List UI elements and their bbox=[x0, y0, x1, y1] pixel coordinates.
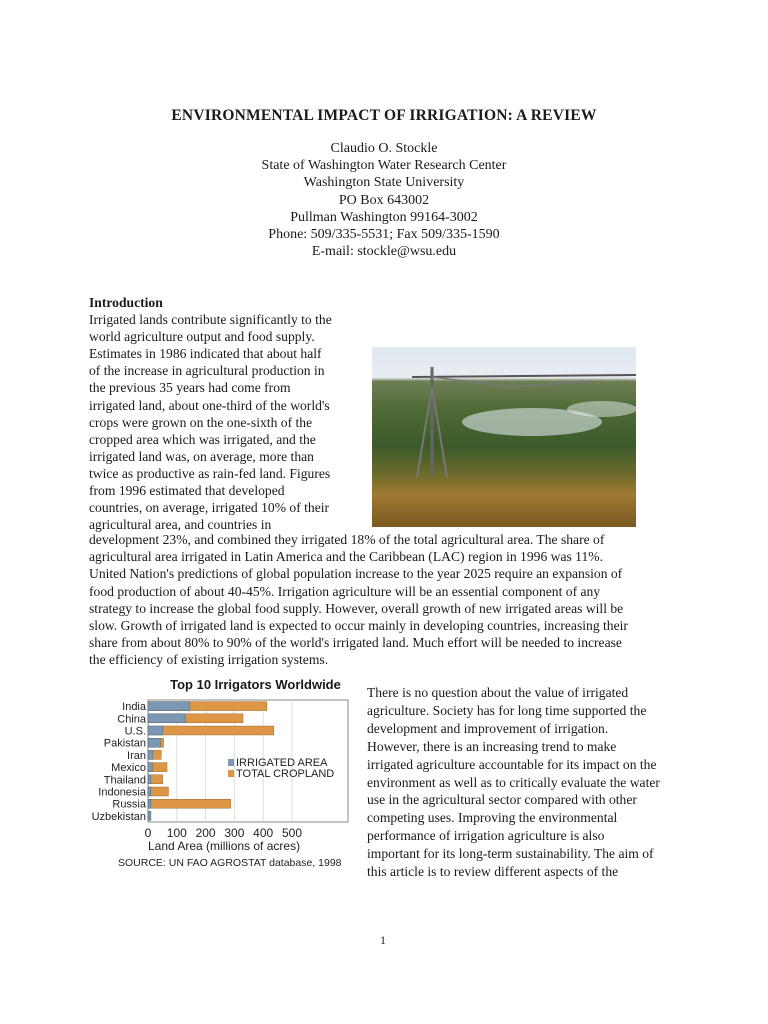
bar-irrigated-area bbox=[148, 702, 189, 711]
bar-irrigated-area bbox=[148, 775, 151, 784]
text-line: Estimates in 1986 indicated that about half bbox=[89, 346, 322, 362]
text-line: the efficiency of existing irrigation systems. bbox=[89, 652, 329, 668]
text-line: Irrigated lands contribute significantly to the bbox=[89, 312, 332, 327]
text-line: development 23%, and combined they irrigated 18% of the total agricultural area. The share of bbox=[89, 532, 605, 547]
text-line: competing uses. Improving the environmental bbox=[367, 810, 618, 826]
legend-label: TOTAL CROPLAND bbox=[236, 768, 335, 780]
chart-category-label: Iran bbox=[127, 749, 146, 762]
chart-x-tick-label: 500 bbox=[281, 826, 303, 840]
text-line: use in the agricultural sector compared with other bbox=[367, 792, 637, 808]
text-line: However, there is an increasing trend to make bbox=[367, 738, 617, 754]
bar-total-cropland bbox=[148, 726, 274, 735]
text-line: important for its long-term sustainability. The aim of bbox=[367, 846, 654, 862]
text-line: irrigated land was, on average, more than bbox=[89, 448, 314, 464]
bar-irrigated-area bbox=[148, 787, 151, 796]
text-line: agricultural area irrigated in Latin America and the Caribbean (LAC) region in 1996 was 11%. bbox=[89, 549, 603, 565]
text-line: irrigated agriculture accountable for its impact on the bbox=[367, 756, 657, 772]
text-line: from 1996 estimated that developed bbox=[89, 483, 285, 498]
text-line: agricultural area, and countries in bbox=[89, 517, 272, 533]
legend-swatch bbox=[228, 759, 234, 766]
author-line: PO Box 643002 bbox=[338, 192, 430, 208]
text-line: performance of irrigation agriculture is also bbox=[367, 828, 605, 844]
chart-category-label: Pakistan bbox=[103, 737, 146, 750]
author-line: Pullman Washington 99164-3002 bbox=[290, 209, 478, 225]
bar-irrigated-area bbox=[148, 738, 160, 747]
chart-title: Top 10 Irrigators Worldwide bbox=[170, 677, 341, 692]
text-line: environment as well as to critically evaluate the water bbox=[367, 774, 660, 790]
text-line: food production of about 40-45%. Irrigation agriculture will be an essential component of any bbox=[89, 583, 601, 599]
chart-category-label: U.S. bbox=[124, 725, 146, 738]
legend-swatch bbox=[228, 770, 234, 777]
chart-x-axis-label: Land Area (millions of acres) bbox=[148, 839, 301, 853]
bar-total-cropland bbox=[148, 799, 231, 808]
text-line: crops were grown on the one-sixth of the bbox=[89, 414, 313, 430]
chart-category-label: Mexico bbox=[111, 762, 146, 775]
text-line: the previous 35 years had come from bbox=[89, 380, 291, 396]
text-line: agriculture. Society has for long time supported the bbox=[367, 702, 647, 718]
text-line: strategy to increase the global food supply. However, overall growth of new irrigated areas will be bbox=[89, 600, 624, 616]
center-pivot-sprinkler-image bbox=[372, 347, 636, 527]
text-line: slow. Growth of irrigated land is expected to occur mainly in developing countries, increasing their bbox=[89, 618, 628, 633]
text-line: this article is to review different aspects of the bbox=[367, 864, 619, 879]
author-line: Washington State University bbox=[303, 175, 465, 191]
bar-irrigated-area bbox=[148, 811, 151, 820]
text-line: world agriculture output and food supply. bbox=[89, 329, 315, 345]
chart-category-label: Indonesia bbox=[98, 786, 146, 799]
bar-irrigated-area bbox=[148, 714, 185, 723]
chart-source: SOURCE: UN FAO AGROSTAT database, 1998 bbox=[118, 857, 342, 869]
chart-x-tick-label: 0 bbox=[144, 826, 152, 840]
document-title: ENVIRONMENTAL IMPACT OF IRRIGATION: A REVIEW bbox=[171, 107, 597, 124]
text-line: United Nation's predictions of global population increase to the year 2025 require an expansion of bbox=[89, 566, 623, 582]
chart-x-tick-label: 400 bbox=[253, 826, 274, 840]
author-line: Phone: 509/335-5531; Fax 509/335-1590 bbox=[268, 227, 500, 242]
author-line: Claudio O. Stockle bbox=[330, 141, 438, 156]
section-heading-introduction: Introduction bbox=[89, 295, 163, 310]
page-number: 1 bbox=[380, 933, 386, 947]
chart-x-tick-label: 300 bbox=[224, 826, 245, 840]
chart-category-label: India bbox=[122, 701, 146, 714]
text-line: share from about 80% to 90% of the world's irrigated land. Much effort will be needed to increase bbox=[89, 635, 622, 651]
author-line: E-mail: stockle@wsu.edu bbox=[311, 244, 457, 260]
text-line: development and improvement of irrigation. bbox=[367, 720, 609, 736]
legend-label: IRRIGATED AREA bbox=[236, 757, 328, 769]
chart-category-label: China bbox=[117, 713, 146, 726]
irrigation-photo bbox=[372, 347, 636, 527]
text-line: twice as productive as rain-fed land. Figures bbox=[89, 465, 331, 481]
bar-irrigated-area bbox=[148, 763, 152, 772]
bar-irrigated-area bbox=[148, 799, 151, 808]
bar-irrigated-area bbox=[148, 726, 163, 735]
text-line: of the increase in agricultural production in bbox=[89, 363, 325, 379]
chart-x-tick-label: 200 bbox=[195, 826, 216, 840]
text-line: irrigated land, about one-third of the world's bbox=[89, 397, 330, 413]
text-line: There is no question about the value of irrigated bbox=[367, 685, 629, 700]
text-line: cropped area which was irrigated, and the bbox=[89, 431, 316, 447]
text-line: countries, on average, irrigated 10% of their bbox=[89, 500, 330, 516]
author-line: State of Washington Water Research Center bbox=[261, 158, 507, 174]
bar-irrigated-area bbox=[148, 750, 153, 759]
chart-x-tick-label: 100 bbox=[166, 826, 187, 840]
chart-category-label: Russia bbox=[112, 798, 146, 811]
chart-category-label: Thailand bbox=[103, 774, 146, 787]
chart-category-label: Uzbekistan bbox=[91, 810, 146, 823]
